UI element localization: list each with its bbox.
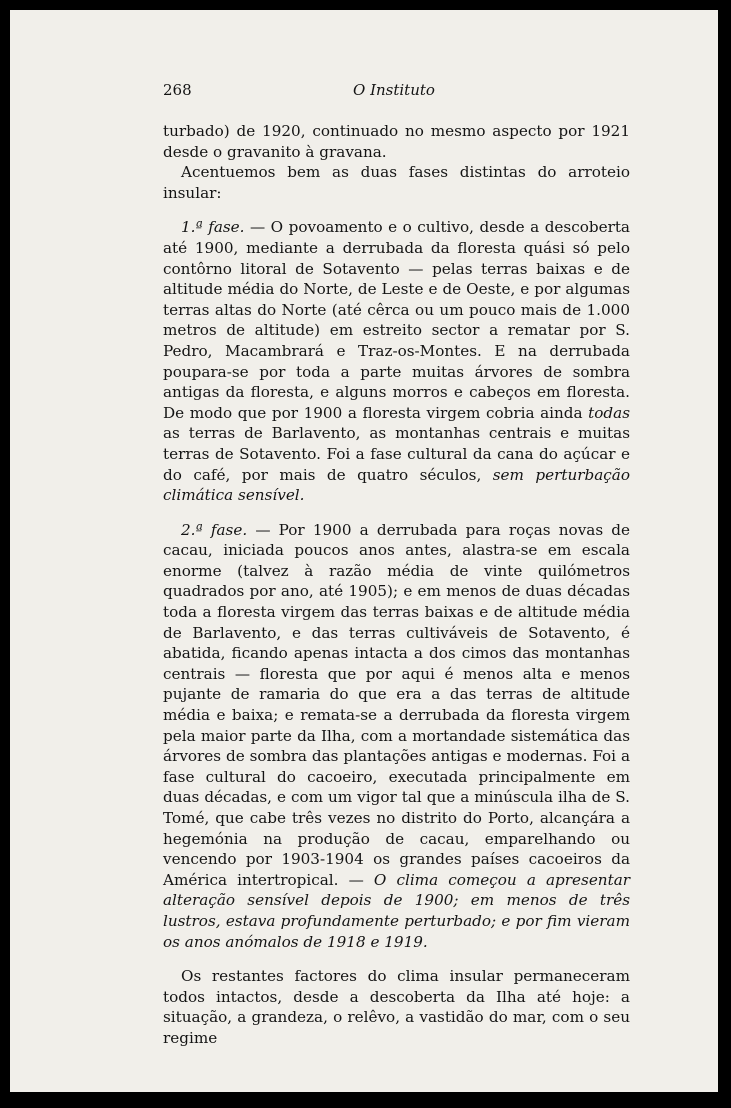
phase-1-label: 1.ª fase. [181,218,245,237]
phase-2-label: 2.ª fase. [181,520,248,539]
phase-1-text: — O povoamento e o cultivo, desde a descoberta até 1900, mediante a derrubada da floresta quási só pelo contôrno litoral de Sotavento — pelas terras baixas e de altitude média do Norte, de Leste e de Oeste, e por algumas terras altas do Norte (até cêrca ou um pouco mais de 1.000 metros de altitude) em estreito sector a rematar por S. Pedro, Macambrará e Traz-os-Montes. E na derrubada poupara-se por toda a parte muitas árvores de sombra antigas da floresta, e alguns morros e cabeços em floresta. De modo que por 1900 a floresta virgem cobria ainda [163,218,630,422]
running-title: O Instituto [353,81,435,99]
phase-1-text-2: as terras de Barlavento, as montanhas centrais e muitas terras de Sotavento. Foi a fase cultural da cana do açúcar e do café, por mais de quatro séculos, [163,424,630,484]
phase-2-text: — Por 1900 a derrubada para roças novas de cacau, iniciada poucos anos antes, alastra-se em escala enorme (talvez à razão média de vinte quilómetros quadrados por ano, até 1905); e em menos de duas décadas toda a floresta virgem das terras baixas e de altitude média de Barlavento, e das terras cultiváveis de Sotavento, é abatida, ficando apenas intacta a dos cimos das montanhas centrais — floresta que por aqui é menos alta e menos pujante de ramaria do que era a das terras de altitude média e baixa; e remata-se a derrubada da floresta virgem pela maior parte da Ilha, com a mortandade sistemática das árvores de sombra das plantações antigas e modernas. Foi a fase cultural do cacoeiro, executada principalmente em duas décadas, e com um vigor tal que a minúscula ilha de S. Tomé, que cabe três vezes no distrito do Porto, alcançára a hegemónia na produção de cacau, emparelhando ou vencendo por 1903-1904 os grandes países cacoeiros da América intertropical. — [163,520,630,889]
page-number: 268 [163,81,192,99]
phase-2-emphasis: O clima começou a apresentar alteração sensível depois de 1900; em menos de três lustros, estava profundamente perturbado; e por fim vieram os anos anómalos de 1918 e 1919. [163,870,631,951]
paragraph-phase-2 [163,520,630,952]
paragraph-phase-1 [163,217,630,505]
paragraph-closing: Os restantes factores do clima insular permaneceram todos intactos, desde a descoberta da Ilha até hoje: a situação, a grandeza, o relêvo, a vastidão do mar, com o seu regime [163,967,630,1047]
paragraph-intro: Acentuemos bem as duas fases distintas do arroteio insular: [163,163,630,202]
phase-1-emphasis-todas: todas [588,403,630,422]
page-header [163,80,630,102]
text-block [163,80,630,1049]
phase-1-emphasis-end: sem perturbação climática sensível. [163,465,631,505]
paragraph-continuation: turbado) de 1920, continuado no mesmo aspecto por 1921 desde o gravanito à gravana. [163,122,630,161]
